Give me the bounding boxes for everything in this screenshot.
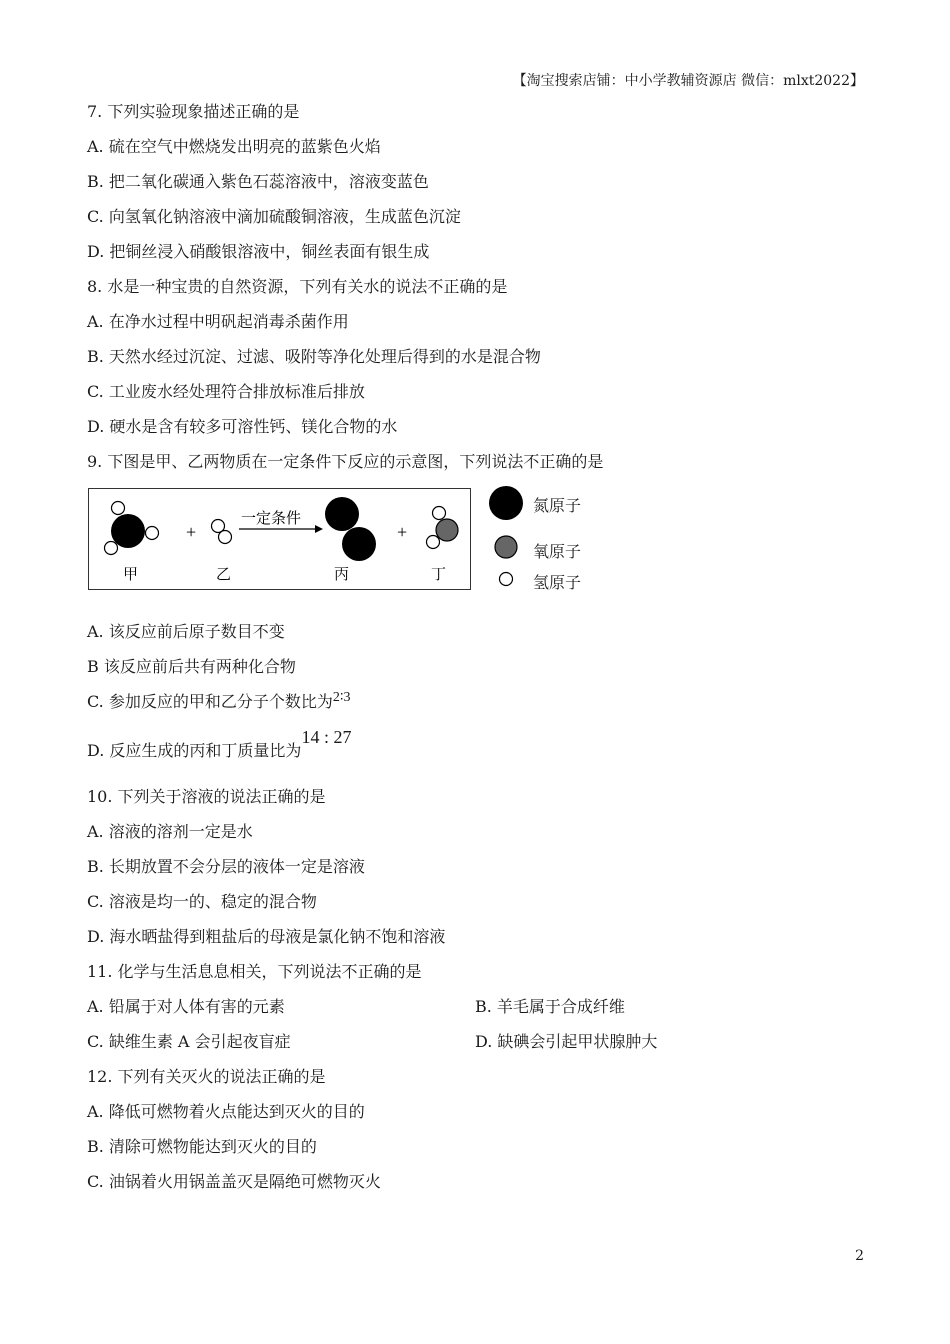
q7-option-d: D. 把铜丝浸入硝酸银溶液中，铜丝表面有银生成: [87, 242, 430, 261]
molecule-jia-hydrogen-1: [112, 502, 125, 515]
legend-hydrogen-label: 氢原子: [533, 573, 582, 592]
q10-option-b: B. 长期放置不会分层的液体一定是溶液: [87, 857, 365, 876]
diagram-legend: [487, 484, 607, 594]
molecule-jia-hydrogen-2: [146, 527, 159, 540]
q10-option-c: C. 溶液是均一的、稳定的混合物: [87, 892, 317, 911]
q10-option-a: A. 溶液的溶剂一定是水: [87, 822, 253, 841]
molecule-ding-hydrogen-2: [427, 536, 440, 549]
q11-option-a: A. 铅属于对人体有害的元素: [87, 997, 285, 1016]
q12-option-c: C. 油锅着火用锅盖盖灭是隔绝可燃物灭火: [87, 1172, 381, 1191]
molecule-ding-oxygen: [436, 519, 458, 541]
legend-hydrogen-symbol: [500, 573, 513, 586]
legend-nitrogen-symbol: [489, 486, 523, 520]
molecule-bing-nitrogen-2: [342, 527, 376, 561]
molecule-yi-atom-2: [219, 531, 232, 544]
page-number: 2: [855, 1248, 864, 1264]
q9-stem: 9. 下图是甲、乙两物质在一定条件下反应的示意图，下列说法不正确的是: [87, 452, 604, 471]
plus-sign-1: +: [186, 522, 197, 542]
q9-option-c: [87, 692, 351, 714]
q7-stem: 7. 下列实验现象描述正确的是: [87, 102, 300, 121]
legend-symbols: [487, 484, 527, 594]
q8-option-c: C. 工业废水经处理符合排放标准后排放: [87, 382, 365, 401]
q7-option-b: B. 把二氧化碳通入紫色石蕊溶液中，溶液变蓝色: [87, 172, 429, 191]
q8-option-a: A. 在净水过程中明矾起消毒杀菌作用: [87, 312, 349, 331]
label-jia: 甲: [123, 565, 139, 583]
q10-stem: 10. 下列关于溶液的说法正确的是: [87, 787, 326, 806]
q9-option-a: A. 该反应前后原子数目不变: [87, 622, 285, 641]
q7-option-c: C. 向氢氧化钠溶液中滴加硫酸铜溶液，生成蓝色沉淀: [87, 207, 461, 226]
q10-option-d: D. 海水晒盐得到粗盐后的母液是氯化钠不饱和溶液: [87, 927, 446, 946]
q9-option-d-text: D. 反应生成的丙和丁质量比为: [87, 741, 302, 760]
molecule-ding-hydrogen-1: [433, 507, 446, 520]
label-bing: 丙: [334, 565, 350, 583]
label-yi: 乙: [216, 565, 232, 583]
q12-stem: 12. 下列有关灭火的说法正确的是: [87, 1067, 326, 1086]
q8-option-d: D. 硬水是含有较多可溶性钙、镁化合物的水: [87, 417, 398, 436]
legend-oxygen-label: 氧原子: [533, 542, 582, 561]
q11-option-d: D. 缺碘会引起甲状腺肿大: [475, 1032, 658, 1051]
reaction-diagram-svg: [89, 489, 472, 591]
q9-option-d-ratio: 14 : 27: [301, 727, 352, 747]
molecule-bing-nitrogen-1: [325, 497, 359, 531]
reaction-diagram: [88, 488, 471, 590]
molecule-jia-nitrogen: [111, 514, 145, 548]
reaction-arrow-head: [315, 525, 323, 533]
q11-stem: 11. 化学与生活息息相关，下列说法不正确的是: [87, 962, 422, 981]
q8-option-b: B. 天然水经过沉淀、过滤、吸附等净化处理后得到的水是混合物: [87, 347, 541, 366]
legend-nitrogen-label: 氮原子: [533, 496, 582, 515]
plus-sign-2: +: [397, 522, 408, 542]
page-header: 【淘宝搜索店铺：中小学教辅资源店 微信：mlxt2022】: [512, 73, 864, 89]
reaction-condition: 一定条件: [241, 509, 302, 527]
q9-option-d: [87, 727, 352, 761]
q12-option-a: A. 降低可燃物着火点能达到灭火的目的: [87, 1102, 365, 1121]
q11-option-c: C. 缺维生素 A 会引起夜盲症: [87, 1032, 291, 1051]
q9-option-c-text: C. 参加反应的甲和乙分子个数比为: [87, 692, 333, 711]
q12-option-b: B. 清除可燃物能达到灭火的目的: [87, 1137, 317, 1156]
label-ding: 丁: [431, 565, 447, 583]
q8-stem: 8. 水是一种宝贵的自然资源，下列有关水的说法不正确的是: [87, 277, 508, 296]
q7-option-a: A. 硫在空气中燃烧发出明亮的蓝紫色火焰: [87, 137, 381, 156]
q11-option-b: B. 羊毛属于合成纤维: [475, 997, 625, 1016]
q9-option-c-ratio: 2∶3: [332, 690, 351, 705]
legend-oxygen-symbol: [495, 536, 517, 558]
molecule-jia-hydrogen-3: [105, 542, 118, 555]
q9-option-b: B 该反应前后共有两种化合物: [87, 657, 296, 676]
